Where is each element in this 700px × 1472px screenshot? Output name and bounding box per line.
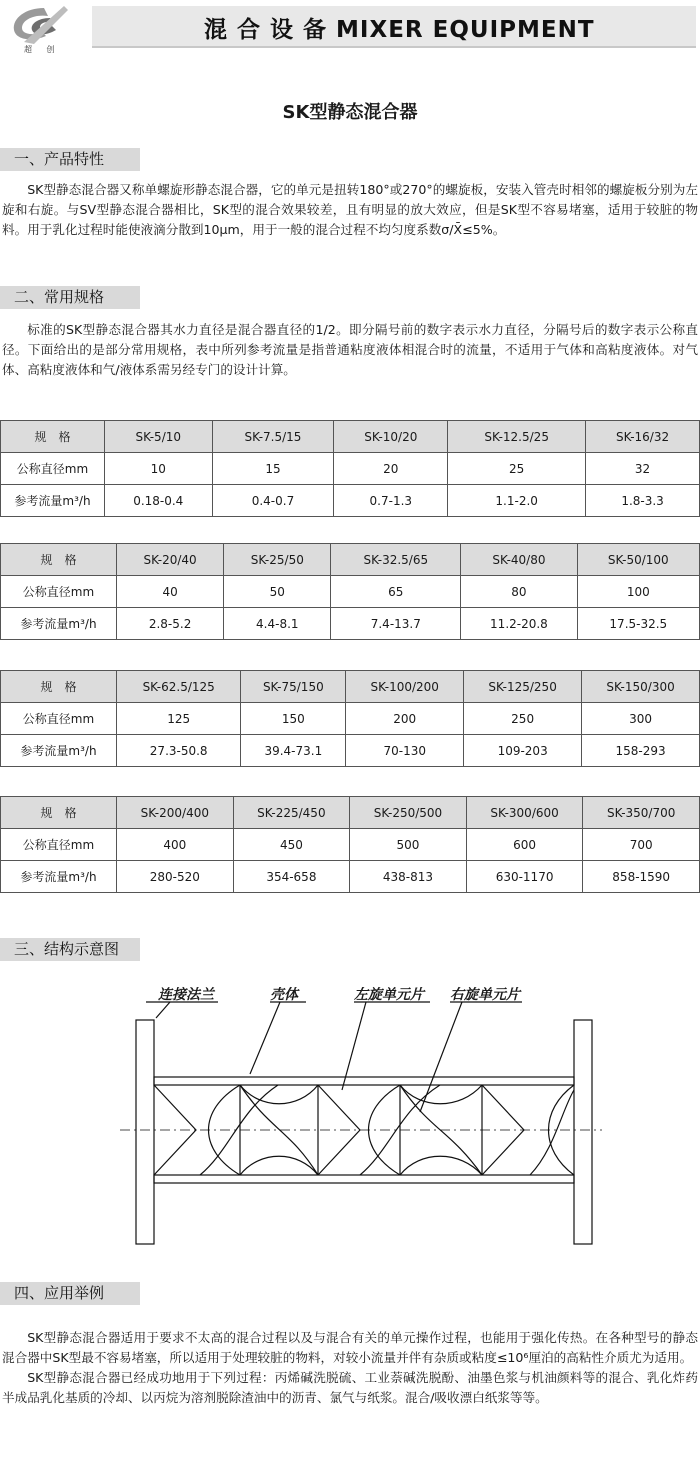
table-row <box>1 861 700 893</box>
label-shell: 壳体 <box>270 987 298 1003</box>
row-label: 规 格 <box>1 671 117 703</box>
features-paragraph <box>0 180 700 240</box>
diameter-cell: 100 <box>577 576 699 608</box>
flow-cell: 630-1170 <box>466 861 583 893</box>
spec-cell: SK-50/100 <box>577 544 699 576</box>
diameter-cell: 450 <box>233 829 350 861</box>
label-flange: 连接法兰 <box>158 987 214 1003</box>
diameter-cell: 15 <box>212 453 334 485</box>
spec-cell: SK-300/600 <box>466 797 583 829</box>
spec-table-4 <box>0 796 700 893</box>
spec-cell: SK-62.5/125 <box>117 671 241 703</box>
spec-cell: SK-32.5/65 <box>331 544 461 576</box>
features-text: SK型静态混合器又称单螺旋形静态混合器，它的单元是扭转180°或270°的螺旋板，安装入管壳时相邻的螺旋板分别为左旋和右旋。与SV型静态混合器相比，SK型的混合效果较差，且有明显的放大效应，但是SK型不容易堵塞，适用于较脏的物料。用于乳化过程时能使液滴分散到10μm，用于一般的混合过程不均匀度系数σ/X̄≤5%。 <box>2 182 698 237</box>
diameter-cell: 150 <box>241 703 346 735</box>
spec-table-1 <box>0 420 700 517</box>
row-label: 公称直径mm <box>1 829 117 861</box>
applications-text-1: SK型静态混合器适用于要求不太高的混合过程以及与混合有关的单元操作过程，也能用于强化传热。在各种型号的静态混合器中SK型最不容易堵塞，所以适用于处理较脏的物料，对较小流量并伴有杂质或粘度≤10⁶厘泊的高粘性介质尤为适用。 <box>2 1330 698 1365</box>
applications-text-2: SK型静态混合器已经成功地用于下列过程：丙烯碱洗脱硫、工业萘碱洗脱酚、油墨色浆与机油颜料等的混合、乳化炸药半成品乳化基质的冷却、以丙烷为溶剂脱除渣油中的沥青、氯气与纸浆。混合/吸收漂白纸浆等等。 <box>2 1370 698 1405</box>
row-label: 参考流量m³/h <box>1 608 117 640</box>
spec-cell: SK-10/20 <box>334 421 448 453</box>
spec-cell: SK-7.5/15 <box>212 421 334 453</box>
flow-cell: 858-1590 <box>583 861 700 893</box>
row-label: 公称直径mm <box>1 453 105 485</box>
spec-cell: SK-200/400 <box>117 797 234 829</box>
table-row <box>1 797 700 829</box>
table-row <box>1 735 700 767</box>
applications-paragraph <box>0 1328 700 1408</box>
diameter-cell: 65 <box>331 576 461 608</box>
spec-cell: SK-5/10 <box>105 421 213 453</box>
flow-cell: 39.4-73.1 <box>241 735 346 767</box>
label-left-unit: 左旋单元片 <box>354 987 424 1003</box>
section-heading-applications: 四、应用举例 <box>0 1282 140 1305</box>
diameter-cell: 20 <box>334 453 448 485</box>
row-label: 参考流量m³/h <box>1 861 117 893</box>
flow-cell: 2.8-5.2 <box>117 608 224 640</box>
document-title: SK型静态混合器 <box>282 102 418 123</box>
spec-cell: SK-250/500 <box>350 797 467 829</box>
spec-cell: SK-125/250 <box>464 671 582 703</box>
spec-table-2 <box>0 543 700 640</box>
header-title: 混 合 设 备 MIXER EQUIPMENT <box>204 17 595 43</box>
diameter-cell: 500 <box>350 829 467 861</box>
diameter-cell: 32 <box>586 453 700 485</box>
flow-cell: 0.4-0.7 <box>212 485 334 517</box>
spec-cell: SK-75/150 <box>241 671 346 703</box>
table-row <box>1 829 700 861</box>
row-label: 参考流量m³/h <box>1 735 117 767</box>
spec-cell: SK-20/40 <box>117 544 224 576</box>
specs-text: 标准的SK型静态混合器其水力直径是混合器直径的1/2。即分隔号前的数字表示水力直径，分隔号后的数字表示公称直径。下面给出的是部分常用规格，表中所列参考流量是指普通粘度液体相混合时的流量，不适用于气体和高粘度液体。对气体、高粘度液体和气/液体系需另经专门的设计计算。 <box>2 322 698 377</box>
diameter-cell: 200 <box>346 703 464 735</box>
table-row <box>1 608 700 640</box>
diameter-cell: 700 <box>583 829 700 861</box>
diameter-cell: 80 <box>461 576 577 608</box>
diameter-cell: 600 <box>466 829 583 861</box>
diameter-cell: 300 <box>582 703 700 735</box>
spec-cell: SK-150/300 <box>582 671 700 703</box>
table-row <box>1 703 700 735</box>
flow-cell: 0.7-1.3 <box>334 485 448 517</box>
mixer-drawing <box>110 980 610 1250</box>
table-row <box>1 485 700 517</box>
table-row <box>1 576 700 608</box>
table-row <box>1 671 700 703</box>
spec-cell: SK-40/80 <box>461 544 577 576</box>
row-label: 参考流量m³/h <box>1 485 105 517</box>
diameter-cell: 40 <box>117 576 224 608</box>
flow-cell: 17.5-32.5 <box>577 608 699 640</box>
diameter-cell: 400 <box>117 829 234 861</box>
flow-cell: 1.1-2.0 <box>448 485 586 517</box>
diameter-cell: 50 <box>224 576 331 608</box>
flow-cell: 4.4-8.1 <box>224 608 331 640</box>
spec-cell: SK-16/32 <box>586 421 700 453</box>
flow-cell: 109-203 <box>464 735 582 767</box>
diameter-cell: 10 <box>105 453 213 485</box>
diameter-cell: 250 <box>464 703 582 735</box>
row-label: 规 格 <box>1 544 117 576</box>
flow-cell: 27.3-50.8 <box>117 735 241 767</box>
spec-cell: SK-350/700 <box>583 797 700 829</box>
flow-cell: 70-130 <box>346 735 464 767</box>
flow-cell: 158-293 <box>582 735 700 767</box>
header-title-bar <box>92 6 696 48</box>
label-right-unit: 右旋单元片 <box>450 987 520 1003</box>
table-row <box>1 421 700 453</box>
row-label: 规 格 <box>1 421 105 453</box>
flow-cell: 7.4-13.7 <box>331 608 461 640</box>
row-label: 公称直径mm <box>1 576 117 608</box>
section-heading-features: 一、产品特性 <box>0 148 140 171</box>
table-row <box>1 544 700 576</box>
flow-cell: 11.2-20.8 <box>461 608 577 640</box>
specs-paragraph <box>0 320 700 380</box>
spec-cell: SK-12.5/25 <box>448 421 586 453</box>
flow-cell: 0.18-0.4 <box>105 485 213 517</box>
flow-cell: 280-520 <box>117 861 234 893</box>
section-heading-specs: 二、常用规格 <box>0 286 140 309</box>
flow-cell: 1.8-3.3 <box>586 485 700 517</box>
row-label: 规 格 <box>1 797 117 829</box>
spec-table-3 <box>0 670 700 767</box>
logo-text: 超 创 <box>24 45 61 54</box>
flow-cell: 438-813 <box>350 861 467 893</box>
diameter-cell: 25 <box>448 453 586 485</box>
section-heading-structure: 三、结构示意图 <box>0 938 140 961</box>
table-row <box>1 453 700 485</box>
spec-cell: SK-25/50 <box>224 544 331 576</box>
diameter-cell: 125 <box>117 703 241 735</box>
spec-cell: SK-100/200 <box>346 671 464 703</box>
page-header <box>0 0 700 58</box>
structure-diagram <box>110 980 610 1250</box>
spec-cell: SK-225/450 <box>233 797 350 829</box>
row-label: 公称直径mm <box>1 703 117 735</box>
flow-cell: 354-658 <box>233 861 350 893</box>
